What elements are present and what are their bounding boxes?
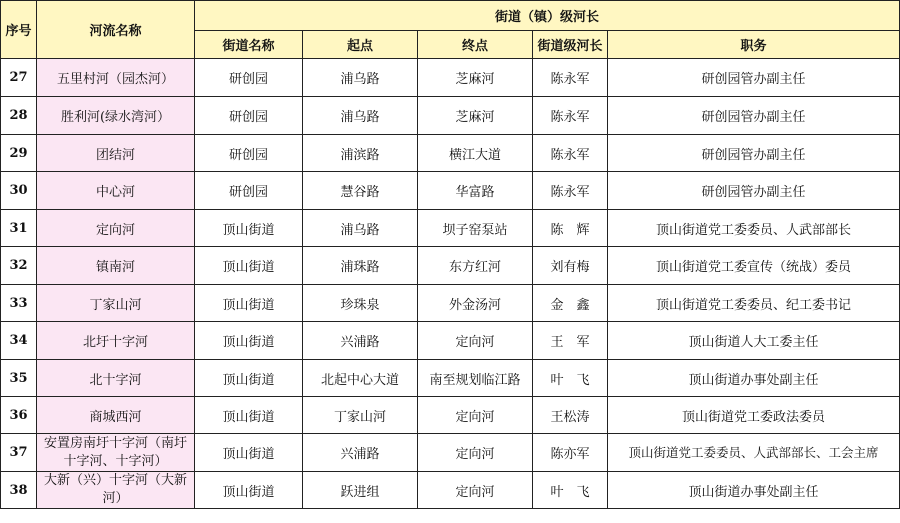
- row-chief: 刘有梅: [533, 247, 608, 285]
- row-river-name: 北十字河: [37, 360, 195, 397]
- row-position: 顶山街道党工委委员、纪工委书记: [608, 285, 900, 322]
- row-position: 研创园管办副主任: [608, 135, 900, 172]
- row-chief: 陈永军: [533, 172, 608, 210]
- table-body: [1, 59, 900, 509]
- row-start: 丁家山河: [303, 397, 418, 434]
- header-group-street-chief: 街道（镇）级河长: [195, 1, 900, 31]
- row-end: 定向河: [418, 397, 533, 434]
- row-chief: 金 鑫: [533, 285, 608, 322]
- row-position: 研创园管办副主任: [608, 172, 900, 210]
- table-row: [1, 472, 900, 509]
- row-street-name: 研创园: [195, 135, 303, 172]
- row-chief: 陈永军: [533, 135, 608, 172]
- row-seq: 29: [1, 135, 37, 172]
- table-row: [1, 247, 900, 285]
- header-position: 职务: [608, 31, 900, 59]
- row-start: 浦乌路: [303, 97, 418, 135]
- row-seq: 30: [1, 172, 37, 210]
- row-street-name: 顶山街道: [195, 322, 303, 360]
- row-river-name: 商城西河: [37, 397, 195, 434]
- row-start: 浦滨路: [303, 135, 418, 172]
- row-seq: 37: [1, 434, 37, 472]
- row-start: 珍珠泉: [303, 285, 418, 322]
- row-start: 浦乌路: [303, 210, 418, 247]
- row-end: 横江大道: [418, 135, 533, 172]
- row-end: 南至规划临江路: [418, 360, 533, 397]
- row-street-name: 顶山街道: [195, 472, 303, 509]
- row-seq: 35: [1, 360, 37, 397]
- row-position: 顶山街道党工委政法委员: [608, 397, 900, 434]
- row-seq: 34: [1, 322, 37, 360]
- table-row: [1, 285, 900, 322]
- row-seq: 31: [1, 210, 37, 247]
- table-row: [1, 97, 900, 135]
- row-position: 顶山街道办事处副主任: [608, 360, 900, 397]
- row-end: 定向河: [418, 472, 533, 509]
- row-river-name: 安置房南圩十字河（南圩十字河、十字河）: [37, 434, 195, 472]
- row-chief: 叶 飞: [533, 360, 608, 397]
- row-seq: 27: [1, 59, 37, 97]
- row-position: 顶山街道党工委委员、人武部部长、工会主席: [608, 434, 900, 472]
- row-start: 慧谷路: [303, 172, 418, 210]
- row-river-name: 团结河: [37, 135, 195, 172]
- row-river-name: 定向河: [37, 210, 195, 247]
- header-river-name: 河流名称: [37, 1, 195, 59]
- row-river-name: 胜利河(绿水湾河）: [37, 97, 195, 135]
- row-street-name: 顶山街道: [195, 285, 303, 322]
- table-row: [1, 135, 900, 172]
- row-street-name: 研创园: [195, 59, 303, 97]
- row-chief: 王松涛: [533, 397, 608, 434]
- row-seq: 28: [1, 97, 37, 135]
- row-end: 定向河: [418, 434, 533, 472]
- row-street-name: 顶山街道: [195, 360, 303, 397]
- row-river-name: 丁家山河: [37, 285, 195, 322]
- row-start: 跃进组: [303, 472, 418, 509]
- row-end: 外金汤河: [418, 285, 533, 322]
- row-street-name: 顶山街道: [195, 397, 303, 434]
- row-start: 兴浦路: [303, 322, 418, 360]
- header-chief: 街道级河长: [533, 31, 608, 59]
- row-start: 北起中心大道: [303, 360, 418, 397]
- row-street-name: 顶山街道: [195, 210, 303, 247]
- row-position: 研创园管办副主任: [608, 97, 900, 135]
- row-river-name: 大新（兴）十字河（大新河）: [37, 472, 195, 509]
- row-position: 顶山街道办事处副主任: [608, 472, 900, 509]
- row-river-name: 北圩十字河: [37, 322, 195, 360]
- row-chief: 陈永军: [533, 59, 608, 97]
- row-seq: 36: [1, 397, 37, 434]
- row-position: 顶山街道党工委委员、人武部部长: [608, 210, 900, 247]
- table-row: [1, 59, 900, 97]
- header-end: 终点: [418, 31, 533, 59]
- table-row: [1, 172, 900, 210]
- row-street-name: 研创园: [195, 97, 303, 135]
- header-start: 起点: [303, 31, 418, 59]
- row-chief: 叶 飞: [533, 472, 608, 509]
- row-start: 兴浦路: [303, 434, 418, 472]
- row-chief: 陈亦军: [533, 434, 608, 472]
- row-start: 浦乌路: [303, 59, 418, 97]
- row-river-name: 五里村河（园杰河）: [37, 59, 195, 97]
- row-chief: 王 军: [533, 322, 608, 360]
- row-river-name: 镇南河: [37, 247, 195, 285]
- row-seq: 38: [1, 472, 37, 509]
- header-street-name: 街道名称: [195, 31, 303, 59]
- row-river-name: 中心河: [37, 172, 195, 210]
- table-row: [1, 397, 900, 434]
- row-end: 坝子窑泵站: [418, 210, 533, 247]
- row-end: 东方红河: [418, 247, 533, 285]
- table-row: [1, 210, 900, 247]
- row-position: 顶山街道人大工委主任: [608, 322, 900, 360]
- row-chief: 陈 辉: [533, 210, 608, 247]
- header-seq: 序号: [1, 1, 37, 59]
- table-row: [1, 434, 900, 472]
- row-end: 华富路: [418, 172, 533, 210]
- row-street-name: 顶山街道: [195, 434, 303, 472]
- row-position: 顶山街道党工委宣传（统战）委员: [608, 247, 900, 285]
- row-end: 定向河: [418, 322, 533, 360]
- table-row: [1, 360, 900, 397]
- row-start: 浦珠路: [303, 247, 418, 285]
- row-seq: 33: [1, 285, 37, 322]
- table-row: [1, 322, 900, 360]
- row-street-name: 研创园: [195, 172, 303, 210]
- row-street-name: 顶山街道: [195, 247, 303, 285]
- row-end: 芝麻河: [418, 59, 533, 97]
- row-seq: 32: [1, 247, 37, 285]
- row-end: 芝麻河: [418, 97, 533, 135]
- row-chief: 陈永军: [533, 97, 608, 135]
- row-position: 研创园管办副主任: [608, 59, 900, 97]
